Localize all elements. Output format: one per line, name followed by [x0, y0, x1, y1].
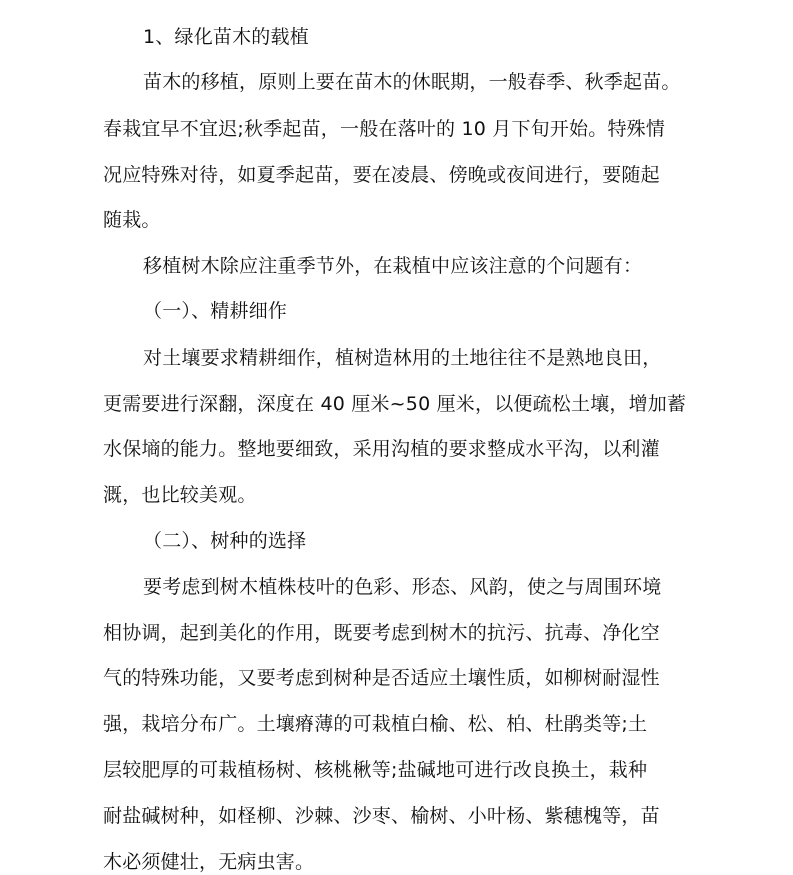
paragraph-line: 相协调，起到美化的作用，既要考虑到树木的抗污、抗毒、净化空	[103, 622, 660, 644]
paragraph-line: 随栽。	[103, 209, 161, 231]
paragraph-line: 溉，也比较美观。	[103, 484, 257, 506]
paragraph-line: 苗木的移植，原则上要在苗木的休眠期，一般春季、秋季起苗。	[143, 71, 681, 93]
paragraph-line: 木必须健壮，无病虫害。	[103, 851, 315, 873]
paragraph-line: 强，栽培分布广。土壤瘠薄的可栽植白榆、松、柏、杜鹃类等;土	[103, 713, 648, 735]
section-heading: 1、绿化苗木的载植	[143, 26, 309, 48]
paragraph-line: 对土壤要求精耕细作，植树造林用的土地往往不是熟地良田，	[143, 347, 662, 369]
paragraph-line: 水保墒的能力。整地要细致，采用沟植的要求整成水平沟，以利灌	[103, 438, 660, 460]
paragraph-line: 气的特殊功能，又要考虑到树种是否适应土壤性质，如柳树耐湿性	[103, 667, 660, 689]
paragraph-line: 层较肥厚的可栽植杨树、核桃楸等;盐碱地可进行改良换土，栽种	[103, 759, 648, 781]
paragraph-line: 春栽宜早不宜迟;秋季起苗，一般在落叶的 10 月下旬开始。特殊情	[103, 118, 666, 140]
subsection-heading: （二）、树种的选择	[143, 530, 307, 552]
subsection-heading: （一）、精耕细作	[143, 300, 288, 322]
paragraph-line: 耐盐碱树种，如柽柳、沙棘、沙枣、榆树、小叶杨、紫穗槐等，苗	[103, 805, 660, 827]
paragraph-line: 要考虑到树木植株枝叶的色彩、形态、风韵，使之与周围环境	[143, 576, 662, 598]
paragraph-line: 况应特殊对待，如夏季起苗，要在凌晨、傍晚或夜间进行，要随起	[103, 164, 660, 186]
paragraph-line: 更需要进行深翻，深度在 40 厘米~50 厘米，以便疏松土壤，增加蓄	[103, 393, 687, 415]
paragraph-line: 移植树木除应注重季节外，在栽植中应该注意的个问题有：	[143, 255, 643, 277]
